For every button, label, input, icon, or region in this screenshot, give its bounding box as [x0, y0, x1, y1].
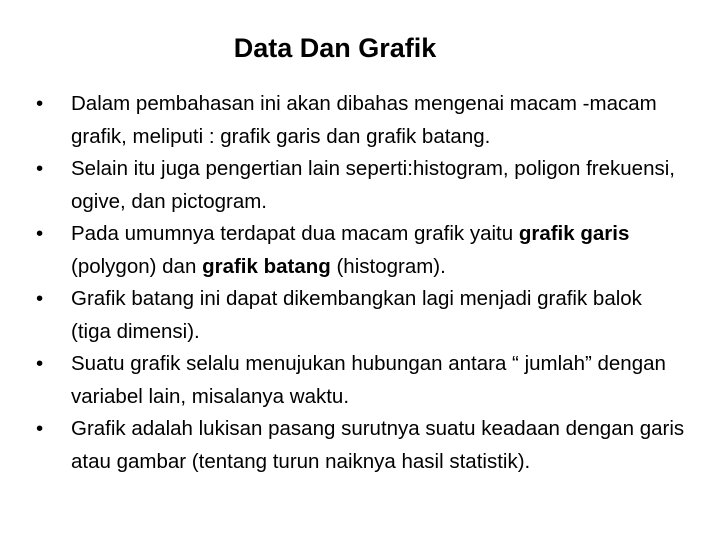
bold-term: grafik batang: [202, 254, 331, 278]
bullet-list: [36, 88, 686, 478]
bullet-text: Dalam pembahasan ini akan dibahas mengenai macam -macam grafik, meliputi : grafik garis dan grafik batang.: [71, 92, 657, 148]
bullet-icon: •: [36, 287, 44, 310]
bullet-icon: •: [36, 352, 44, 375]
bullet-icon: •: [36, 157, 44, 180]
bullet-text-part: (polygon) dan: [71, 254, 203, 278]
bullet-text: Grafik batang ini dapat dikembangkan lagi menjadi grafik balok (tiga dimensi).: [71, 287, 642, 343]
bullet-icon: •: [36, 222, 44, 245]
bullet-text: Selain itu juga pengertian lain seperti:histogram, poligon frekuensi, ogive, dan pictogram.: [71, 157, 675, 213]
bullet-text-part: (histogram).: [330, 254, 446, 278]
bullet-text-part: Pada umumnya terdapat dua macam grafik yaitu: [71, 222, 519, 245]
bullet-item: [36, 348, 686, 413]
bold-term: grafik garis: [518, 222, 630, 245]
bullet-item: [36, 218, 686, 283]
bullet-text: Suatu grafik selalu menujukan hubungan antara “ jumlah” dengan variabel lain, misalanya waktu.: [71, 352, 666, 408]
bullet-item: [36, 88, 686, 153]
bullet-item: [36, 283, 686, 348]
bullet-item: [36, 413, 686, 478]
bullet-icon: •: [36, 92, 44, 115]
slide-title: Data Dan Grafik: [233, 33, 437, 63]
bullet-icon: •: [36, 417, 44, 440]
bullet-item: [36, 153, 686, 218]
bullet-text: Grafik adalah lukisan pasang surutnya suatu keadaan dengan garis atau gambar (tentang turun naiknya hasil statistik).: [71, 417, 685, 473]
